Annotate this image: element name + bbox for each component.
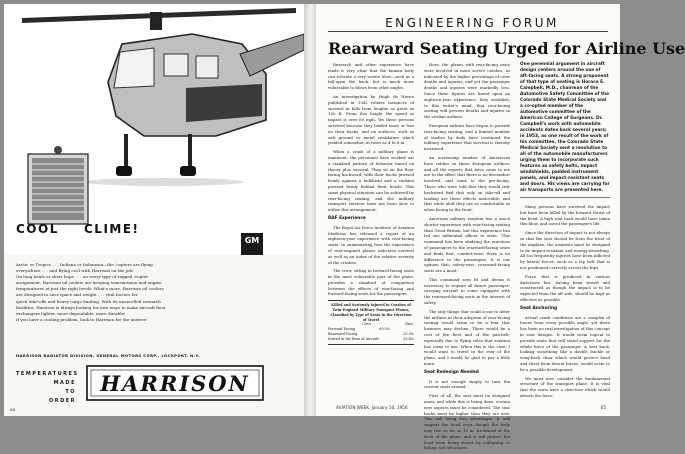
crash-statistics-table — [328, 300, 414, 344]
table-header-cell: Crew — [362, 322, 372, 327]
page-number-right: 65 — [600, 405, 606, 410]
ad-body-copy — [16, 262, 298, 323]
heading-rule — [328, 31, 608, 32]
ad-headline-clime: CLIME! — [84, 222, 140, 236]
ad-tagline-line: TO — [65, 389, 76, 395]
table-cell: Seated in the Rear of Aircraft — [328, 336, 379, 341]
page-number-left: 64 — [10, 407, 16, 412]
article-column-3 — [520, 204, 610, 402]
ad-copy-line: are designed to save space and weight . . . vital factors for — [16, 292, 138, 298]
table-cell: 69.5% — [379, 327, 390, 332]
subheading-raf: RAF Experience — [328, 215, 366, 221]
paragraph: We must now consider the fundamental structure of the transport plane. It is vital that the seats have a structure which would absorb the force. — [520, 375, 610, 398]
advertisement-page — [4, 4, 304, 416]
paragraph: Research and other experience have made it very clear that the human body can tolerate a very severe blow—such as a fall-upon the back, but is much more vulnerable to blows from other angles. — [328, 62, 414, 91]
ad-signature: HARRISON RADIATOR DIVISION, GENERAL MOTORS CORP., LOCKPORT, N.Y. — [16, 353, 200, 358]
subheading-seat-anchoring: Seat Anchoring — [520, 305, 558, 311]
paragraph: American military aviation has a much shorter experience with rear-facing seating than Great Britain, but this experience has led one influential officer to state: 'This command has been studying the reactions of passengers to the rearward-facing seats and finds that, comfort-wise, there is no difference to the passengers. It is our opinion that, safety-wise, rearward-facing seats are a must.' — [424, 215, 510, 274]
paragraph: An investigation by Hugh de Haven published in 1942 relates instances of survival in falls from heights as great as 150 ft. From this height the speed at impact is over 60 mph. Yet these persons survived because they landed more or less on their backs, and on surfaces, such as soft ground or metal ventilators which yielded somewhat, at rates as 4 to 8 in. — [328, 93, 414, 146]
table-title: Killed and Seriously Injured in Crashes of Twin-Engined Military Transport Planes, Classified by Type of Seats in the Direction of Travel — [330, 303, 412, 322]
ad-copy-line: facilities, Harrison is always looking for new ways to make aircraft heat — [16, 304, 166, 310]
article-page — [316, 4, 685, 451]
ad-copy-line: exchangers lighter, more dependable, more durable! — [16, 310, 126, 316]
paragraph: European airlines have begun to provide rear-facing seating, and a limited number of studies by daily have continued the military experience that survival is thereby increased. — [424, 122, 510, 152]
oil-cooler-illustration — [28, 146, 88, 224]
table-cell: Forward Facing — [328, 327, 356, 332]
ad-tagline-line: ORDER — [48, 398, 76, 404]
table-cell: Rearward Facing — [328, 332, 358, 337]
paragraph: An increasing number of Americans have ridden on these European airlines, and all the reports that have come to me are to the effect that there is no discomfort involved, and some to the pro-facing. Those who were told that they would ride backward find that only on take-off and landing are these effects noticeable, and that while aloft they are as comfortable as when facing to the front. — [424, 154, 510, 213]
gm-logo-text: GM — [244, 236, 260, 245]
article-column-2 — [424, 62, 510, 454]
footer-publication: AVIATION WEEK, January 16, 1956 — [336, 405, 408, 410]
paragraph: Many persons have survived the impact but have been killed by the forward thrust of the head. A high seat back would have taken this blow, and saved the passenger's life. — [520, 204, 610, 227]
harrison-logo-text: HARRISON — [100, 371, 250, 396]
paragraph: When a crash of a military plane is imminent, the personnel have worked out a standard pattern of behavior based on theory plus survival. They sit on the floor facing backward, with their backs pressed firmly against a bulkhead and a cushion pressed firmly behind their heads. This same physical situation can be achieved by rear-facing seating, and the military transport services have not been slow to utilize this arrangement. — [328, 149, 414, 213]
ad-copy-line: If you have a cooling problem, look to Harrison for the answer! — [16, 316, 148, 322]
subheading-seat-redesign: Seat Redesign Needed — [424, 369, 479, 375]
ad-copy-line: everywhere . . . and flying cool with Harrison on the job! — [16, 268, 134, 274]
ad-tagline — [16, 370, 79, 406]
ad-copy-line: assignment, Harrison oil coolers are keeping transmission and engine — [16, 280, 162, 286]
ad-copy-line: On long hauls or short hops . . . on every type of rugged 'copter — [16, 274, 149, 280]
paragraph: Force that is produced in various directions but, having been tested and constructed as though the impact is to be expected from the aft side, should be kept as effective as possible. — [520, 273, 610, 302]
gm-logo-subtext: RADIATOR — [244, 248, 260, 252]
magazine-spread — [4, 4, 685, 451]
paragraph: The only things that could occur to deter the airlines in their adoption of rear-facing seating would seem to be a fear that business may decline. There would be a cost of the fleet and of the pan-belt, especially due to flying rules that aviation has come to use. When this is the case, I would want to travel in the rear of the plane, and I would be glad to pay a little more. — [424, 308, 510, 367]
ad-copy-line: quick take-offs and heavy cargo hauling. With its unexcelled research — [16, 298, 161, 304]
editor-intro-box: One perennial argument in aircraft design centers around the use of aft-facing seats. A strong proponent of that type of seating is Horace E. Campbell, M.D., chairman of the Automotive Safety Committee of the Colorado State Medical Society and a co-opted member of the automotive committee of the American College of Surgeons. Dr. Campbell's work with automobile accidents dates back several years; in 1953, as one result of the work of his committee, the Colorado State Medical Society sent a resolution to all of the automobile manufacturers urging them to incorporate such features as safety belts, impact windshields, padded instrument panels, and impact-resistant seats and doors. His views are carrying for air transports are presented here. — [520, 62, 610, 198]
table-header-cell: Pass. — [405, 322, 414, 327]
helicopter-illustration — [4, 4, 304, 254]
ad-headline-cool: COOL — [16, 222, 59, 236]
paragraph: It is not enough simply to turn the current seats around. — [424, 378, 510, 390]
ad-copy-line: Arctic or Tropics . . . Indiana or Indonesia—the 'copters are flying — [16, 262, 153, 267]
article-headline: Rearward Seating Urged for Airline Use — [328, 39, 685, 58]
paragraph: The Royal Air Force Institute of Aviation Medicine has released a report of an eighteen-year experience with rear-facing seats. In summarizing how the experience of rear-engined planes indicates survival as well as an index of the relative severity of the crashes. — [328, 224, 414, 265]
page-footer — [336, 405, 606, 410]
ad-illustration — [4, 4, 304, 254]
ad-tagline-line: TEMPERATURES — [16, 371, 79, 377]
paragraph: Since the direction of impact is not always so that the seat should be from the front of the airplane, the armrests must be designed to be impact-resistant and energy-absorbing. All too frequently injuries have been inflicted by lateral forces, such as a lap belt that is not positioned correctly across the hips. — [520, 230, 610, 270]
paragraph: Actual crash conditions are a complex of forces from every possible angle, yet there has been no real investigation of this concept in seat designs. It would seem logical to provide seats that will stand support for the whole force of the passenger. A seat back, looking something like a double buckle or wing-back chair which would protect head and chest from lateral forces, would seem to be a possible development. — [520, 314, 610, 372]
paragraph: The crew, sitting in forward-facing seats in the most vulnerable part of the plane, provides a standard of comparison between the effects of rear-facing and forward-facing seats for the passengers. — [328, 268, 414, 297]
table-cell: 25.5% — [403, 332, 414, 337]
table-cell: 33.4% — [403, 336, 414, 341]
paragraph: First of all, the seat must be designed anew, and while this is being done, certain new aspects must be considered. The seat backs must be higher than they are now. This will bring two advantages. It will support the head even though the body may rise as far as 15 in. backward at the deck of the plane, and it will protect the head from being struck by collapsing or falling roof structures. — [424, 393, 510, 451]
ad-tagline-line: MADE — [53, 380, 76, 386]
gm-logo-badge — [241, 233, 263, 255]
section-heading: ENGINEERING FORUM — [385, 16, 559, 30]
paragraph: Here, the planes with rear-facing seats were involved in more severe crashes, as indicated by the higher percentage of crew deaths and injuries, and yet the passenger deaths and injuries were markedly less. Since these figures are based upon an eighteen-year experience, they establish, to this writer's mind, that rear-facing seating will prevent deaths and injuries in the civilian airlines. — [424, 62, 510, 120]
table-row — [328, 337, 414, 342]
article-column-1 — [328, 62, 414, 348]
paragraph: This command sees fit and deems it necessary to require all future passenger-carrying aircraft to come equipped with the rearward-facing seats in the interest of safety. — [424, 276, 510, 306]
ad-copy-line: temperatures at just the right levels. What's more, Harrison oil coolers — [16, 286, 164, 292]
harrison-logo — [86, 365, 264, 401]
page-gutter — [304, 4, 316, 416]
